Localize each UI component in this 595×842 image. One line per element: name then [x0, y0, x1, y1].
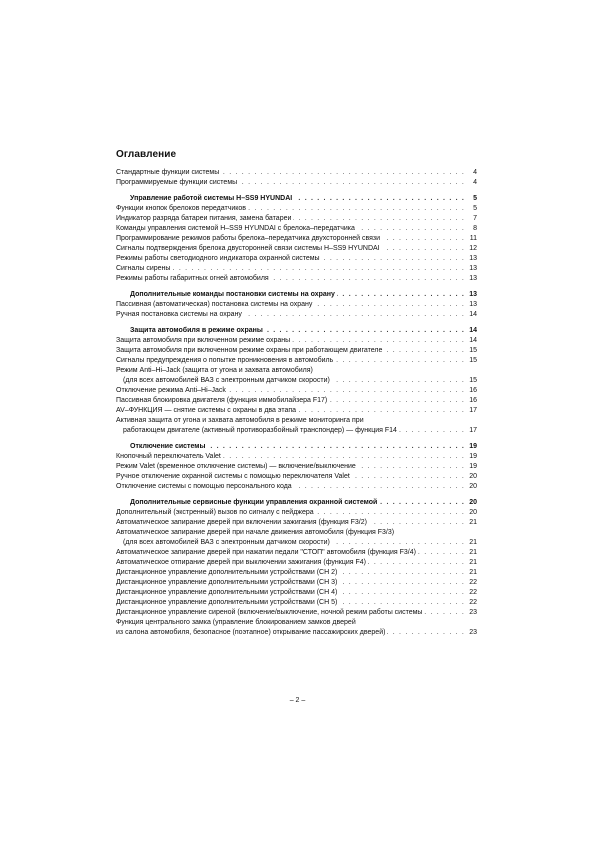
toc-entry	[116, 168, 477, 178]
toc-entry	[116, 482, 477, 492]
toc-entry	[116, 396, 477, 406]
toc-entry-page: 23	[469, 609, 477, 616]
toc-entry-page: 19	[469, 443, 477, 450]
toc-entry-page: 22	[469, 579, 477, 586]
toc-entry-title: Защита автомобиля при включенном режиме охраны	[116, 337, 291, 344]
toc-entry-title: Управление работой системы H–SS9 HYUNDAI	[116, 194, 294, 204]
toc-entry-page: 21	[469, 559, 477, 566]
toc-entry-title: Дополнительные сервисные функции управления охранной системой	[116, 498, 379, 508]
toc-entry	[116, 310, 477, 320]
toc-entry-page: 17	[469, 427, 477, 434]
toc-entry-page: 16	[469, 397, 477, 404]
toc-entry-page: 17	[469, 407, 477, 414]
toc-entry-title: Защита автомобиля в режиме охраны	[116, 326, 265, 336]
toc-entry-page: 21	[469, 549, 477, 556]
toc-entry-page: 11	[469, 235, 477, 242]
toc-entry-page: 19	[469, 463, 477, 470]
toc-entry	[116, 366, 477, 376]
toc-entry-page: 15	[469, 377, 477, 384]
toc-entry-title: Ручная постановка системы на охрану	[116, 311, 242, 318]
toc-entry-page: 14	[469, 311, 477, 318]
toc-entry-title: Сигналы предупреждения о попытке проникновения в автомобиль	[116, 357, 334, 364]
toc-entry-page: 15	[469, 357, 477, 364]
toc-entry	[116, 214, 477, 224]
toc-entry-title: Автоматическое запирание дверей при нажатии педали "СТОП" автомобиля (функция F3/4)	[116, 549, 416, 556]
toc-entry-page: 4	[473, 169, 477, 176]
toc-entry-title: Программируемые функции системы	[116, 179, 238, 186]
toc-entry-title: Дистанционное управление дополнительными устройствами (CH 4)	[116, 589, 338, 596]
table-of-contents	[116, 168, 477, 638]
toc-entry-page: 7	[473, 215, 477, 222]
toc-entry-page: 8	[473, 225, 477, 232]
toc-entry-page: 20	[469, 483, 477, 490]
toc-entry-page: 22	[469, 599, 477, 606]
toc-entry	[116, 568, 477, 578]
toc-entry-title: Функция центрального замка (управление блокированием замков дверей	[116, 619, 356, 626]
toc-entry-title: Кнопочный переключатель Valet	[116, 453, 221, 460]
toc-entry-page: 12	[469, 245, 477, 252]
toc-section-heading	[116, 290, 477, 300]
toc-entry	[116, 416, 477, 426]
toc-entry-page: 4	[473, 179, 477, 186]
toc-entry	[116, 264, 477, 274]
page-title: Оглавление	[116, 149, 177, 160]
page-number: – 2 –	[289, 697, 306, 704]
toc-entry	[116, 336, 477, 346]
toc-entry-page: 13	[469, 291, 477, 298]
toc-entry	[116, 224, 477, 234]
toc-entry-title: Режимы работы светодиодного индикатора охранной системы	[116, 255, 320, 262]
toc-entry-title: AV–ФУНКЦИЯ — снятие системы с охраны в два этапа	[116, 407, 297, 414]
toc-entry-title: Пассивная (автоматическая) постановка системы на охрану	[116, 301, 313, 308]
toc-entry-page: 23	[469, 629, 477, 636]
toc-entry-title: Сигналы сирены	[116, 265, 171, 272]
toc-entry-title: Режим Valet (временное отключение системы) — включение/выключение	[116, 463, 356, 470]
toc-entry-title: из салона автомобиля, безопасное (поэтапное) открывание пассажирских дверей)	[116, 629, 386, 636]
toc-entry-title: Дистанционное управление сиреной (включение/выключение, ночной режим работы системы	[116, 609, 423, 616]
toc-entry	[116, 452, 477, 462]
toc-entry	[116, 178, 477, 188]
toc-entry-title: Команды управления системой H–SS9 HYUNDAI с брелока–передатчика	[116, 225, 355, 232]
toc-entry	[116, 472, 477, 482]
toc-entry	[116, 346, 477, 356]
toc-entry	[116, 356, 477, 366]
toc-entry-title: Дистанционное управление дополнительными устройствами (CH 5)	[116, 599, 338, 606]
toc-entry	[116, 588, 477, 598]
toc-entry	[116, 300, 477, 310]
toc-entry-title: Индикатор разряда батареи питания, замена батареи	[116, 215, 292, 222]
toc-entry-page: 22	[469, 589, 477, 596]
toc-entry-title: Дополнительные команды постановки системы на охрану	[116, 290, 337, 300]
toc-entry-title: Автоматическое отпирание дверей при выключении зажигания (функция F4)	[116, 559, 367, 566]
toc-entry-title: Активная защита от угона и захвата автомобиля в режиме мониторинга при	[116, 417, 364, 424]
toc-section-heading	[116, 194, 477, 204]
toc-entry	[116, 598, 477, 608]
toc-entry	[116, 508, 477, 518]
toc-entry	[116, 558, 477, 568]
toc-entry-title: Дистанционное управление дополнительными устройствами (CH 2)	[116, 569, 338, 576]
toc-entry	[116, 274, 477, 284]
toc-section-heading	[116, 498, 477, 508]
toc-entry	[116, 204, 477, 214]
toc-entry-page: 13	[469, 255, 477, 262]
toc-entry-page: 19	[469, 453, 477, 460]
toc-entry-title: Пассивная блокировка двигателя (функция иммобилайзера F17)	[116, 397, 328, 404]
toc-entry-title: Отключение режима Anti–Hi–Jack	[116, 387, 226, 394]
toc-entry	[116, 538, 477, 548]
toc-entry-title: Режим Anti–Hi–Jack (защита от угона и захвата автомобиля)	[116, 367, 313, 374]
toc-section-heading	[116, 442, 477, 452]
toc-entry-page: 5	[473, 205, 477, 212]
toc-entry-page: 13	[469, 265, 477, 272]
toc-entry-title: Отключение системы с помощью персонального кода	[116, 483, 292, 490]
toc-entry-title: Дополнительный (экстренный) вызов по сигналу с пейджера	[116, 509, 314, 516]
toc-entry-title: Автоматическое запирание дверей при начале движения автомобиля (функция F3/3)	[116, 529, 395, 536]
toc-entry-page: 13	[469, 275, 477, 282]
toc-entry-page: 5	[473, 195, 477, 202]
toc-entry	[116, 608, 477, 618]
toc-entry-page: 21	[469, 569, 477, 576]
toc-entry-page: 14	[469, 337, 477, 344]
toc-entry-page: 20	[469, 509, 477, 516]
toc-entry	[116, 376, 477, 386]
toc-entry	[116, 628, 477, 638]
toc-entry-title: Ручное отключение охранной системы с помощью переключателя Valet	[116, 473, 350, 480]
toc-entry	[116, 618, 477, 628]
toc-entry-page: 21	[469, 519, 477, 526]
toc-entry-title: Автоматическое запирание дверей при включении зажигания (функция F3/2)	[116, 519, 367, 526]
toc-entry-title: Сигналы подтверждения брелока двусторонней связи системы H–SS9 HYUNDAI	[116, 245, 380, 252]
toc-entry	[116, 406, 477, 416]
toc-entry	[116, 234, 477, 244]
toc-entry-title: Отключение системы	[116, 442, 207, 452]
toc-entry	[116, 548, 477, 558]
toc-entry-page: 13	[469, 301, 477, 308]
toc-entry-title: Стандартные функции системы	[116, 169, 220, 176]
toc-entry-title: Функции кнопок брелоков передатчиков	[116, 205, 247, 212]
toc-entry-page: 16	[469, 387, 477, 394]
toc-section-heading	[116, 326, 477, 336]
toc-entry-page: 20	[469, 499, 477, 506]
toc-entry	[116, 518, 477, 528]
toc-entry-page: 14	[469, 327, 477, 334]
toc-entry	[116, 528, 477, 538]
toc-entry	[116, 426, 477, 436]
toc-entry	[116, 462, 477, 472]
toc-entry-title: (для всех автомобилей ВАЗ с электронным датчиком скорости)	[116, 538, 332, 548]
toc-entry-page: 21	[469, 539, 477, 546]
toc-entry-title: работающем двигателе (активный противоразбойный транспондер) — функция F14	[116, 426, 399, 436]
toc-entry	[116, 578, 477, 588]
toc-entry-title: Программирование режимов работы брелока–передатчика двухсторонней связи	[116, 235, 380, 242]
toc-entry-title: Режимы работы габаритных огней автомобиля	[116, 275, 269, 282]
toc-entry-title: Защита автомобиля при включенном режиме охраны при работающем двигателе	[116, 347, 383, 354]
toc-entry-page: 15	[469, 347, 477, 354]
toc-entry	[116, 386, 477, 396]
toc-entry-page: 20	[469, 473, 477, 480]
toc-entry-title: Дистанционное управление дополнительными устройствами (CH 3)	[116, 579, 338, 586]
toc-entry	[116, 244, 477, 254]
toc-entry	[116, 254, 477, 264]
toc-entry-title: (для всех автомобилей ВАЗ с электронным датчиком скорости)	[116, 376, 332, 386]
